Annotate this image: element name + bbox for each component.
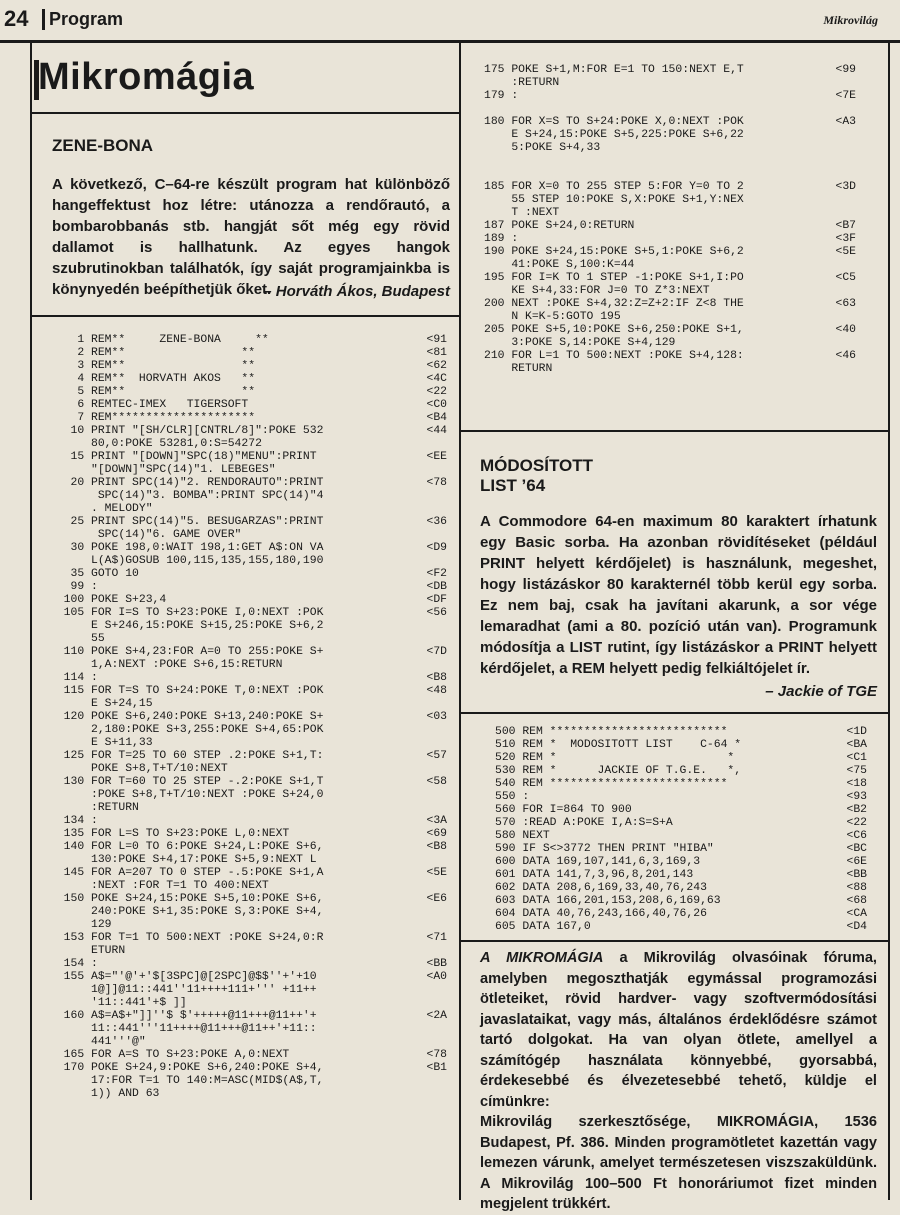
- listing-line: [50, 776, 447, 789]
- listing-line: [50, 958, 447, 971]
- checksum: <69: [426, 828, 447, 840]
- code-text: 600 DATA 169,107,141,6,3,169,3: [495, 856, 701, 868]
- listing-line: [50, 737, 447, 750]
- checksum: <91: [426, 334, 447, 346]
- left-column-rule: [30, 40, 32, 1200]
- zene-intro: A következő, C–64-re készült program hat különböző hangeffektust hoz létre: utánozza a rendőrautó, a bombarobbanás stb. hangját sőt még egy rövid dallamot is hallhatunk. Az egyes hangok szubrutinokban találhatók, így saját programjainkba is könynyedén beépíthetjük őket.: [52, 176, 450, 298]
- listing-line: [495, 791, 867, 804]
- listing-line: [495, 739, 867, 752]
- column-divider: [459, 40, 461, 1200]
- code-text: :NEXT :FOR T=1 TO 400:NEXT: [50, 880, 269, 892]
- page-header: [0, 0, 900, 43]
- listing-line: [495, 830, 867, 843]
- listing-line: [495, 921, 867, 934]
- checksum: <7D: [426, 646, 447, 658]
- code-text: :POKE S+8,T+T/10:NEXT :POKE S+24,0: [50, 789, 324, 801]
- listing-line: [484, 324, 856, 337]
- list64-heading-line1: MÓDOSÍTOTT: [480, 456, 594, 475]
- listing-line: [50, 568, 447, 581]
- code-text: 11::441'''11++++@11+++@11++'+11::: [50, 1023, 317, 1035]
- checksum: <B4: [426, 412, 447, 424]
- code-text: 604 DATA 40,76,243,166,40,76,26: [495, 908, 707, 920]
- listing-line: [50, 1062, 447, 1075]
- listing-line: [50, 386, 447, 399]
- listing-line: [484, 129, 856, 142]
- listing-line: [50, 646, 447, 659]
- listing-line: [484, 103, 856, 116]
- checksum: <22: [846, 817, 867, 829]
- right-rule-1: [461, 430, 889, 432]
- code-text: 189 :: [484, 233, 519, 245]
- listing-line: [50, 828, 447, 841]
- checksum: <75: [846, 765, 867, 777]
- listing-line: [50, 672, 447, 685]
- listing-line: [50, 984, 447, 997]
- listing-line: [484, 272, 856, 285]
- code-text: 155 A$="'@'+'$[3SPC]@[2SPC]@$$''+'+10: [50, 971, 317, 983]
- listing-line: [484, 155, 856, 168]
- listing-line: [484, 285, 856, 298]
- listing-line: [50, 607, 447, 620]
- checksum: <46: [835, 350, 856, 362]
- listing-line: [50, 373, 447, 386]
- code-text: 35 GOTO 10: [50, 568, 139, 580]
- checksum: <40: [835, 324, 856, 336]
- code-text: 160 A$=A$+"]]''$ $'+++++@11+++@11++'+: [50, 1010, 317, 1022]
- code-text: 185 FOR X=0 TO 255 STEP 5:FOR Y=0 TO 2: [484, 181, 744, 193]
- listing-line: [484, 181, 856, 194]
- code-text: 7 REM*********************: [50, 412, 256, 424]
- code-text: L(A$)GOSUB 100,115,135,155,180,190: [50, 555, 324, 567]
- code-text: 165 FOR A=S TO S+23:POKE A,0:NEXT: [50, 1049, 290, 1061]
- listing-line: [50, 971, 447, 984]
- checksum: <E6: [426, 893, 447, 905]
- code-text: 1@]]@11::441''11++++111+''' +11++: [50, 984, 317, 996]
- listing-line: [484, 207, 856, 220]
- list64-listing: [495, 726, 867, 934]
- listing-line: [50, 659, 447, 672]
- code-text: "[DOWN]"SPC(14)"1. LEBEGES": [50, 464, 276, 476]
- listing-line: [484, 259, 856, 272]
- listing-line: [484, 363, 856, 376]
- listing-line: [495, 752, 867, 765]
- checksum: <BB: [846, 869, 867, 881]
- code-text: 195 FOR I=K TO 1 STEP -1:POKE S+1,I:PO: [484, 272, 744, 284]
- code-text: 570 :READ A:POKE I,A:S=S+A: [495, 817, 673, 829]
- listing-line: [495, 765, 867, 778]
- listing-line: [50, 802, 447, 815]
- checksum: <4C: [426, 373, 447, 385]
- code-text: 210 FOR L=1 TO 500:NEXT :POKE S+4,128:: [484, 350, 744, 362]
- code-text: 187 POKE S+24,0:RETURN: [484, 220, 635, 232]
- code-text: 30 POKE 198,0:WAIT 198,1:GET A$:ON VA: [50, 542, 324, 554]
- code-text: 10 PRINT "[SH/CLR][CNTRL/8]":POKE 532: [50, 425, 324, 437]
- checksum: <3A: [426, 815, 447, 827]
- listing-line: [50, 789, 447, 802]
- forum-body: a Mikrovilág olvasóinak fóruma, amelyben megoszthatják egymással programozási ötleteiket, rövid hardver- vagy szoftvermódosítási javaslataikat, vagy más, általános érdeklődésre számot tartó dolgokat. Ha van olyan ötlete, amellyel a számítógép használata könnyebbé, gyorsabbá, érdekesebbé és élvezetesebbé tehető, küldje el címünkre:: [480, 950, 877, 1110]
- code-text: 1,A:NEXT :POKE S+6,15:RETURN: [50, 659, 283, 671]
- checksum: <EE: [426, 451, 447, 463]
- code-text: 560 FOR I=864 TO 900: [495, 804, 632, 816]
- checksum: <CA: [846, 908, 867, 920]
- checksum: <7E: [835, 90, 856, 102]
- listing-line: [50, 698, 447, 711]
- magazine-name: Mikrovilág: [823, 13, 878, 27]
- listing-line: [50, 633, 447, 646]
- checksum: <D9: [426, 542, 447, 554]
- listing-line: [495, 726, 867, 739]
- code-text: 134 :: [50, 815, 98, 827]
- code-text: 603 DATA 166,201,153,208,6,169,63: [495, 895, 721, 907]
- forum-address: Mikrovilág szerkesztősége, MIKROMÁGIA, 1536 Budapest, Pf. 386. Minden programötletet kazettán vagy lemezen várunk, amelyet természetesen viszszaküldünk. A Mikrovilág 100–500 Ft honoráriumot fizet minden megjelent trükkért.: [480, 1114, 877, 1212]
- code-text: 130:POKE S+4,17:POKE S+5,9:NEXT L: [50, 854, 317, 866]
- code-text: 2 REM** **: [50, 347, 256, 359]
- listing-line: [484, 90, 856, 103]
- checksum: <BA: [846, 739, 867, 751]
- code-text: 4 REM** HORVATH AKOS **: [50, 373, 256, 385]
- code-text: 100 POKE S+23,4: [50, 594, 167, 606]
- code-text: 205 POKE S+5,10:POKE S+6,250:POKE S+1,: [484, 324, 744, 336]
- code-text: 154 :: [50, 958, 98, 970]
- listing-line: [50, 893, 447, 906]
- code-text: 5 REM** **: [50, 386, 256, 398]
- code-text: POKE S+8,T+T/10:NEXT: [50, 763, 228, 775]
- code-text: 130 FOR T=60 TO 25 STEP -.2:POKE S+1,T: [50, 776, 324, 788]
- listing-line: [50, 880, 447, 893]
- code-text: 145 FOR A=207 TO 0 STEP -.5:POKE S+1,A: [50, 867, 324, 879]
- checksum: <56: [426, 607, 447, 619]
- code-text: 1 REM** ZENE-BONA **: [50, 334, 269, 346]
- listing-line: [50, 1036, 447, 1049]
- code-text: 6 REMTEC-IMEX TIGERSOFT: [50, 399, 249, 411]
- checksum: <DB: [426, 581, 447, 593]
- code-text: 179 :: [484, 90, 519, 102]
- list64-byline: – Jackie of TGE: [765, 683, 877, 700]
- listing-line: [50, 347, 447, 360]
- code-text: 3 REM** **: [50, 360, 256, 372]
- code-text: 129: [50, 919, 112, 931]
- code-text: 190 POKE S+24,15:POKE S+5,1:POKE S+6,2: [484, 246, 744, 258]
- title-rule: [32, 112, 459, 114]
- listing-line: [50, 1088, 447, 1101]
- code-text: 605 DATA 167,0: [495, 921, 591, 933]
- checksum: <88: [846, 882, 867, 894]
- listing-line: [495, 908, 867, 921]
- checksum: <A0: [426, 971, 447, 983]
- listing-line: [50, 685, 447, 698]
- checksum: <68: [846, 895, 867, 907]
- checksum: <57: [426, 750, 447, 762]
- code-text: 601 DATA 141,7,3,96,8,201,143: [495, 869, 694, 881]
- code-text: 540 REM **************************: [495, 778, 728, 790]
- checksum: <B2: [846, 804, 867, 816]
- listing-line: [495, 843, 867, 856]
- checksum: <93: [846, 791, 867, 803]
- listing-line: [50, 1075, 447, 1088]
- checksum: <22: [426, 386, 447, 398]
- code-text: 99 :: [50, 581, 98, 593]
- listing-line: [50, 503, 447, 516]
- checksum: <81: [426, 347, 447, 359]
- listing-line: [50, 451, 447, 464]
- code-text: 240:POKE S+1,35:POKE S,3:POKE S+4,: [50, 906, 324, 918]
- checksum: <44: [426, 425, 447, 437]
- checksum: <C1: [846, 752, 867, 764]
- code-text: 590 IF S<>3772 THEN PRINT "HIBA": [495, 843, 714, 855]
- checksum: <5E: [835, 246, 856, 258]
- checksum: <C6: [846, 830, 867, 842]
- zene-listing-part1: [50, 334, 447, 1101]
- checksum: <2A: [426, 1010, 447, 1022]
- listing-line: [50, 581, 447, 594]
- code-text: E S+11,33: [50, 737, 153, 749]
- checksum: <B8: [426, 841, 447, 853]
- listing-line: [50, 555, 447, 568]
- checksum: <03: [426, 711, 447, 723]
- listing-line: [495, 869, 867, 882]
- checksum: <71: [426, 932, 447, 944]
- listing-line: [50, 763, 447, 776]
- listing-line: [495, 804, 867, 817]
- code-text: 80,0:POKE 53281,0:S=54272: [50, 438, 262, 450]
- code-text: 17:FOR T=1 TO 140:M=ASC(MID$(A$,T,: [50, 1075, 324, 1087]
- listing-line: [50, 516, 447, 529]
- listing-line: [50, 399, 447, 412]
- checksum: <C5: [835, 272, 856, 284]
- listing-line: [484, 142, 856, 155]
- listing-line: [484, 64, 856, 77]
- listing-line: [50, 412, 447, 425]
- code-text: 120 POKE S+6,240:POKE S+13,240:POKE S+: [50, 711, 324, 723]
- checksum: <6E: [846, 856, 867, 868]
- listing-line: [50, 867, 447, 880]
- listing-line: [50, 919, 447, 932]
- listing-line: [50, 724, 447, 737]
- code-text: 510 REM * MODOSITOTT LIST C-64 *: [495, 739, 742, 751]
- code-text: 105 FOR I=S TO S+23:POKE I,0:NEXT :POK: [50, 607, 324, 619]
- code-text: 114 :: [50, 672, 98, 684]
- code-text: 25 PRINT SPC(14)"5. BESUGARZAS":PRINT: [50, 516, 324, 528]
- checksum: <18: [846, 778, 867, 790]
- code-text: 55: [50, 633, 105, 645]
- listing-line: [50, 854, 447, 867]
- code-text: 115 FOR T=S TO S+24:POKE T,0:NEXT :POK: [50, 685, 324, 697]
- listing-line: [50, 620, 447, 633]
- listing-line: [50, 1049, 447, 1062]
- code-text: 5:POKE S+4,33: [484, 142, 601, 154]
- code-text: E S+24,15: [50, 698, 153, 710]
- listing-line: [484, 77, 856, 90]
- code-text: :RETURN: [50, 802, 139, 814]
- checksum: <F2: [426, 568, 447, 580]
- listing-line: [50, 594, 447, 607]
- listing-line: [495, 882, 867, 895]
- checksum: <3F: [835, 233, 856, 245]
- code-text: E S+24,15:POKE S+5,225:POKE S+6,22: [484, 129, 744, 141]
- code-text: 135 FOR L=S TO S+23:POKE L,0:NEXT: [50, 828, 290, 840]
- code-text: ETURN: [50, 945, 126, 957]
- code-text: 2,180:POKE S+3,255:POKE S+4,65:POK: [50, 724, 324, 736]
- checksum: <DF: [426, 594, 447, 606]
- code-text: 20 PRINT SPC(14)"2. RENDORAUTO":PRINT: [50, 477, 324, 489]
- right-border-rule: [888, 40, 890, 1200]
- listing-line: [50, 490, 447, 503]
- listing-line: [484, 350, 856, 363]
- code-text: 125 FOR T=25 TO 60 STEP .2:POKE S+1,T:: [50, 750, 324, 762]
- zene-rule: [32, 315, 459, 317]
- code-text: SPC(14)"6. GAME OVER": [50, 529, 242, 541]
- code-text: 140 FOR L=0 TO 6:POKE S+24,L:POKE S+6,: [50, 841, 324, 853]
- checksum: <58: [426, 776, 447, 788]
- listing-line: [495, 817, 867, 830]
- listing-line: [484, 246, 856, 259]
- listing-line: [484, 298, 856, 311]
- code-text: 441'''@": [50, 1036, 146, 1048]
- listing-line: [484, 337, 856, 350]
- code-text: SPC(14)"3. BOMBA":PRINT SPC(14)"4: [50, 490, 324, 502]
- code-text: 15 PRINT "[DOWN]"SPC(18)"MENU":PRINT: [50, 451, 317, 463]
- code-text: 3:POKE S,14:POKE S+4,129: [484, 337, 676, 349]
- code-text: RETURN: [484, 363, 553, 375]
- code-text: . MELODY": [50, 503, 153, 515]
- code-text: 175 POKE S+1,M:FOR E=1 TO 150:NEXT E,T: [484, 64, 744, 76]
- code-text: 602 DATA 208,6,169,33,40,76,243: [495, 882, 707, 894]
- listing-line: [484, 233, 856, 246]
- forum-text: [480, 948, 877, 1215]
- listing-line: [50, 477, 447, 490]
- checksum: <1D: [846, 726, 867, 738]
- checksum: <BB: [426, 958, 447, 970]
- code-text: KE S+4,33:FOR J=0 TO Z*3:NEXT: [484, 285, 710, 297]
- code-text: 530 REM * JACKIE OF T.G.E. *,: [495, 765, 742, 777]
- code-text: T :NEXT: [484, 207, 560, 219]
- listing-line: [50, 360, 447, 373]
- listing-line: [50, 464, 447, 477]
- listing-line: [50, 815, 447, 828]
- listing-line: [50, 750, 447, 763]
- listing-line: [50, 529, 447, 542]
- code-text: 520 REM * *: [495, 752, 735, 764]
- listing-line: [484, 168, 856, 181]
- listing-line: [495, 856, 867, 869]
- listing-line: [50, 906, 447, 919]
- listing-line: [495, 778, 867, 791]
- listing-line: [484, 220, 856, 233]
- code-text: 153 FOR T=1 TO 500:NEXT :POKE S+24,0:R: [50, 932, 324, 944]
- code-text: 550 :: [495, 791, 530, 803]
- list64-heading-line2: LIST ’64: [480, 476, 546, 495]
- code-text: 150 POKE S+24,15:POKE S+5,10:POKE S+6,: [50, 893, 324, 905]
- checksum: <BC: [846, 843, 867, 855]
- code-text: 41:POKE S,100:K=44: [484, 259, 635, 271]
- listing-line: [50, 334, 447, 347]
- page-title: Mikromágia: [38, 56, 255, 98]
- listing-line: [50, 932, 447, 945]
- zene-listing-part2: [484, 64, 856, 376]
- right-rule-2: [461, 712, 889, 714]
- listing-line: [484, 116, 856, 129]
- code-text: 580 NEXT: [495, 830, 550, 842]
- checksum: <78: [426, 1049, 447, 1061]
- list64-intro: A Commodore 64-en maximum 80 karaktert írhatunk egy Basic sorba. Ha azonban rövidítéseket (például PRINT helyett kérdőjelet) is használunk, megeshet, hogy listázáskor 80 karakternél több kerül egy sorba. Ez nem baj, csak ha javítani akarunk, a sor vége lemaradhat (ami a 80. pozíció után van). Programunk módosítja a LIST rutint, így listázáskor a PRINT helyett kérdőjelet, a REM helyett pedig felkiáltójelet ír.: [480, 513, 877, 677]
- zene-byline: – Horváth Ákos, Budapest: [263, 283, 450, 300]
- code-text: 500 REM **************************: [495, 726, 728, 738]
- code-text: 180 FOR X=S TO S+24:POKE X,0:NEXT :POK: [484, 116, 744, 128]
- listing-line: [50, 425, 447, 438]
- listing-line: [50, 711, 447, 724]
- listing-line: [484, 311, 856, 324]
- code-text: 110 POKE S+4,23:FOR A=0 TO 255:POKE S+: [50, 646, 324, 658]
- zene-heading: ZENE-BONA: [52, 136, 154, 155]
- code-text: 55 STEP 10:POKE S,X:POKE S+1,Y:NEX: [484, 194, 744, 206]
- right-rule-3: [461, 940, 889, 942]
- checksum: <B7: [835, 220, 856, 232]
- listing-line: [50, 997, 447, 1010]
- code-text: 200 NEXT :POKE S+4,32:Z=Z+2:IF Z<8 THE: [484, 298, 744, 310]
- forum-lead: A MIKROMÁGIA: [480, 950, 604, 966]
- listing-line: [50, 945, 447, 958]
- code-text: 170 POKE S+24,9:POKE S+6,240:POKE S+4,: [50, 1062, 324, 1074]
- listing-line: [50, 542, 447, 555]
- code-text: :RETURN: [484, 77, 560, 89]
- checksum: <B8: [426, 672, 447, 684]
- code-text: 1)) AND 63: [50, 1088, 160, 1100]
- checksum: <78: [426, 477, 447, 489]
- checksum: <5E: [426, 867, 447, 879]
- listing-line: [484, 194, 856, 207]
- checksum: <63: [835, 298, 856, 310]
- checksum: <48: [426, 685, 447, 697]
- checksum: <C0: [426, 399, 447, 411]
- checksum: <A3: [835, 116, 856, 128]
- checksum: <36: [426, 516, 447, 528]
- checksum: <B1: [426, 1062, 447, 1074]
- listing-line: [50, 841, 447, 854]
- code-text: '11::441'+$ ]]: [50, 997, 187, 1009]
- listing-line: [495, 895, 867, 908]
- listing-line: [50, 438, 447, 451]
- page-number: 24: [4, 6, 29, 31]
- checksum: <D4: [846, 921, 867, 933]
- listing-line: [50, 1023, 447, 1036]
- listing-line: [50, 1010, 447, 1023]
- checksum: <62: [426, 360, 447, 372]
- code-text: E S+246,15:POKE S+15,25:POKE S+6,2: [50, 620, 324, 632]
- section-label: Program: [42, 9, 123, 30]
- code-text: N K=K-5:GOTO 195: [484, 311, 621, 323]
- checksum: <3D: [835, 181, 856, 193]
- checksum: <99: [835, 64, 856, 76]
